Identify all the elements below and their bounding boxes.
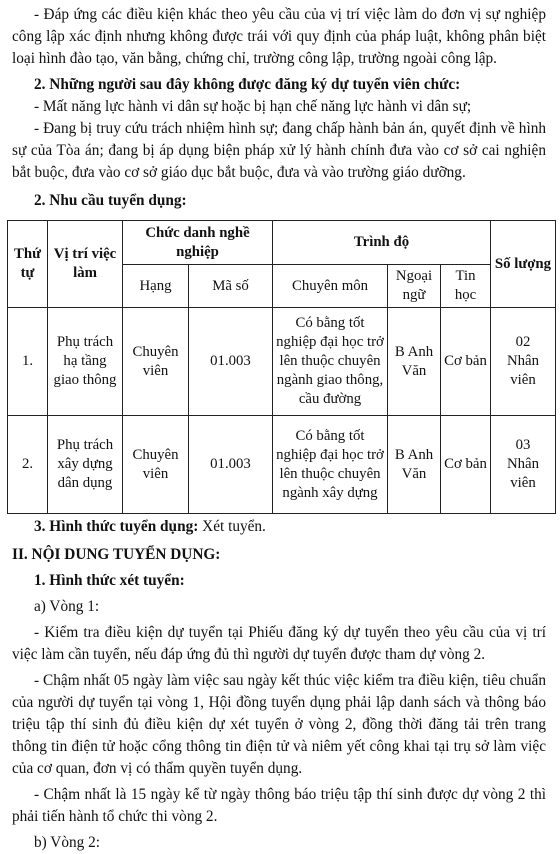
cell-code: 01.003	[189, 308, 273, 416]
table-row	[8, 416, 556, 514]
cell-rank: Chuyên viên	[123, 308, 189, 416]
heading-selection-form: 1. Hình thức xét tuyển:	[34, 572, 185, 589]
paragraph-criminal-liability: - Đang bị truy cứu trách nhiệm hình sự; đang chấp hành bản án, quyết định về hình sự của Tòa án; đang bị áp dụng biện pháp xử lý hành chính đưa vào cơ sở cai nghiện bắt buộc, đưa vào cơ sở giáo dục bắt buộc, đưa và vào trường giáo dưỡng.	[12, 120, 546, 181]
round-1-label: a) Vòng 1:	[34, 598, 100, 615]
header-job-title: Chức danh nghề nghiệp	[123, 221, 273, 265]
header-qualification: Trình độ	[273, 221, 491, 265]
quantity-unit: Nhân viên	[506, 353, 540, 388]
recruitment-form-value: Xét tuyển.	[198, 518, 266, 535]
header-stt: Thứ tự	[8, 221, 48, 308]
header-it: Tin học	[441, 265, 491, 308]
cell-specialty: Có bằng tốt nghiệp đại học trở lên thuộc chuyên ngành giao thông, cầu đường	[273, 308, 388, 416]
cell-quantity	[491, 416, 556, 514]
paragraph-civil-capacity: - Mất năng lực hành vi dân sự hoặc bị hạn chế năng lực hành vi dân sự;	[34, 98, 472, 115]
paragraph-round-2-deadline: - Chậm nhất là 15 ngày kể từ ngày thông báo triệu tập thí sinh được dự vòng 2 thì phải tiến hành tổ chức thi vòng 2.	[12, 786, 546, 825]
paragraph-round-1-notice: - Chậm nhất 05 ngày làm việc sau ngày kết thúc việc kiểm tra điều kiện, tiêu chuẩn của người dự tuyển tại vòng 1, Hội đồng tuyển dụng phải lập danh sách và thông báo triệu tập thí sinh đủ điều kiện dự xét tuyển ở vòng 2, đồng thời đăng tải trên trang thông tin điện tử hoặc cổng thông tin điện tử và niêm yết công khai tại trụ sở làm việc của cơ quan, đơn vị có thẩm quyền tuyển dụng.	[12, 672, 546, 777]
header-language: Ngoại ngữ	[388, 265, 441, 308]
header-specialty: Chuyên môn	[273, 265, 388, 308]
cell-rank: Chuyên viên	[123, 416, 189, 514]
quantity-number: 02	[515, 334, 531, 350]
cell-position: Phụ trách xây dựng dân dụng	[48, 416, 123, 514]
cell-position: Phụ trách hạ tầng giao thông	[48, 308, 123, 416]
cell-code: 01.003	[189, 416, 273, 514]
heading-ineligible: 2. Những người sau đây không được đăng ký dự tuyển viên chức:	[34, 76, 461, 93]
quantity-number: 03	[515, 437, 531, 453]
cell-it: Cơ bản	[441, 308, 491, 416]
paragraph-other-conditions: - Đáp ứng các điều kiện khác theo yêu cầu của vị trí việc làm do đơn vị sự nghiệp công lập xác định nhưng không được trái với quy định của pháp luật, không phân biệt loại hình đào tạo, văn bằng, chứng chỉ, trường công lập, trường ngoài công lập.	[12, 6, 546, 67]
cell-stt: 2.	[8, 416, 48, 514]
paragraph-round-1-check: - Kiểm tra điều kiện dự tuyển tại Phiếu đăng ký dự tuyển theo yêu cầu của vị trí việc làm cần tuyển, nếu đáp ứng đủ thì người dự tuyển được tham dự vòng 2.	[12, 624, 546, 663]
recruitment-form-line	[12, 516, 546, 538]
quantity-unit: Nhân viên	[506, 456, 540, 491]
heading-recruitment-needs: 2. Nhu cầu tuyển dụng:	[34, 192, 187, 209]
header-code: Mã số	[189, 265, 273, 308]
header-rank: Hạng	[123, 265, 189, 308]
cell-quantity	[491, 308, 556, 416]
table-header-row	[8, 221, 556, 265]
table-row	[8, 308, 556, 416]
cell-specialty: Có bằng tốt nghiệp đại học trở lên thuộc chuyên ngành xây dựng	[273, 416, 388, 514]
cell-stt: 1.	[8, 308, 48, 416]
cell-language: B Anh Văn	[388, 308, 441, 416]
heading-recruitment-content: II. NỘI DUNG TUYỂN DỤNG:	[12, 546, 221, 563]
recruitment-table	[7, 220, 556, 514]
header-position: Vị trí việc làm	[48, 221, 123, 308]
cell-it: Cơ bản	[441, 416, 491, 514]
cell-language: B Anh Văn	[388, 416, 441, 514]
recruitment-form-label: 3. Hình thức tuyển dụng:	[34, 518, 199, 535]
header-quantity: Số lượng	[491, 221, 556, 308]
round-2-label: b) Vòng 2:	[34, 834, 101, 851]
